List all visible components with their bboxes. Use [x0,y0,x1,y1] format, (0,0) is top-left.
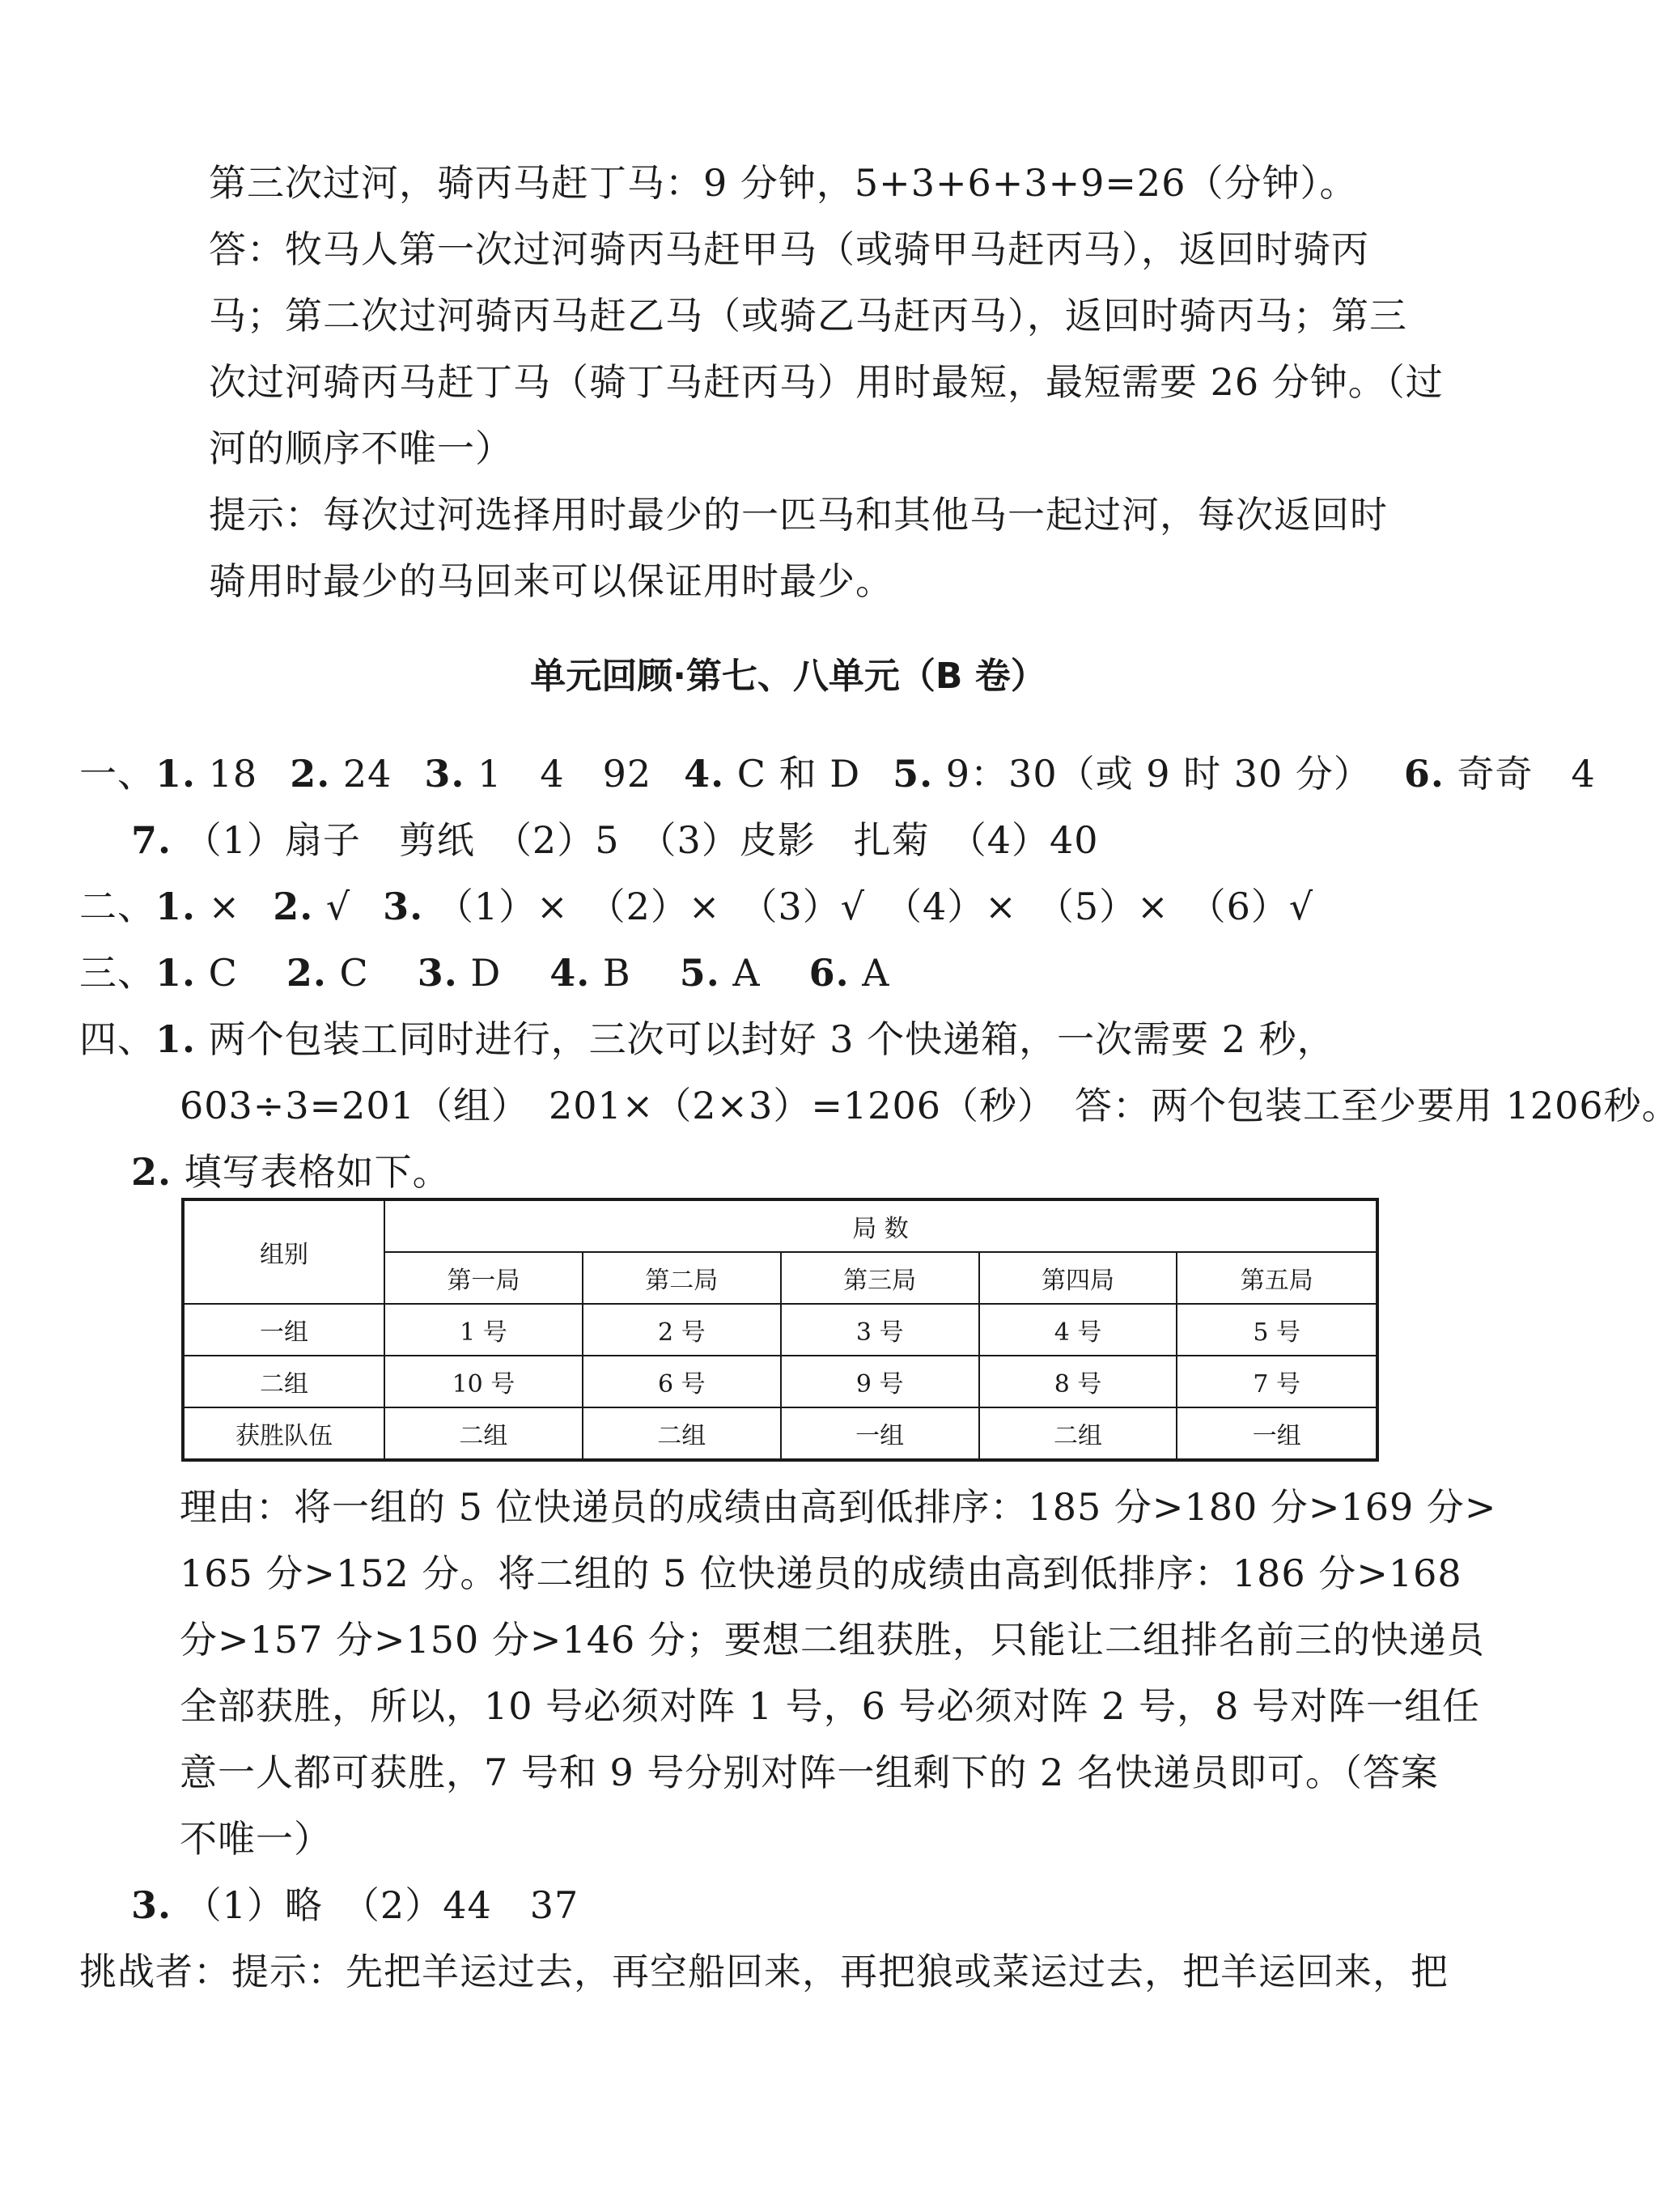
group-header: 组别 [183,1199,384,1304]
row-label: 获胜队伍 [183,1407,384,1460]
q-number: 6. [808,951,850,995]
table-row [183,1407,1377,1460]
answer: C [339,951,369,995]
part4-q2-intro [131,1148,451,1196]
part4-q1-line1 [79,1015,1335,1063]
answer: 两个包装工同时进行，三次可以封好 3 个快递箱，一次需要 2 秒， [208,1017,1335,1061]
answer: 24 [342,752,392,796]
q-number: 4. [549,951,591,995]
q-number: 1. [155,752,197,796]
answer: D [470,951,502,995]
challenge-line [79,1947,1449,1996]
intro-line: 次过河骑丙马赶丁马（骑丁马赶丙马）用时最短，最短需要 26 分钟。（过 [209,360,1444,404]
answer: （1）× （2）× （3）√ （4）× （5）× （6）√ [435,885,1314,928]
table-cell: 二组 [384,1407,583,1460]
q-number: 5. [893,752,934,796]
q-number: 3. [424,752,465,796]
reason-line: 全部获胜，所以，10 号必须对阵 1 号，6 号必须对阵 2 号，8 号对阵一组任 [180,1684,1480,1728]
reason-line: 理由：将一组的 5 位快递员的成绩由高到低排序：185 分>180 分>169 分> [180,1485,1497,1529]
table-cell: 5 号 [1177,1304,1377,1356]
intro-line: 提示：每次过河选择用时最少的一匹马和其他马一起过河，每次返回时 [209,493,1388,537]
part1-label: 一、 [79,752,155,796]
q-number: 5. [679,951,720,995]
challenge-text: 提示：先把羊运过去，再空船回来，再把狼或菜运过去，把羊运回来，把 [231,1950,1449,1993]
table-cell: 9 号 [781,1356,979,1407]
answer: 填写表格如下。 [184,1150,451,1194]
table-cell: 3 号 [781,1304,979,1356]
reason-line: 165 分>152 分。将二组的 5 位快递员的成绩由高到低排序：186 分>168 [180,1551,1462,1595]
table-cell: 8 号 [979,1356,1177,1407]
match-table [181,1198,1379,1462]
q-number: 1. [155,1017,197,1061]
table-cell: 二组 [979,1407,1177,1460]
table-cell: 一组 [781,1407,979,1460]
table-cell: 6 号 [583,1356,781,1407]
q-number: 2. [273,885,314,928]
table-row [183,1356,1377,1407]
part3-label: 三、 [79,951,155,995]
table-cell: 10 号 [384,1356,583,1407]
answer: √ [325,885,351,928]
answer: C [208,951,238,995]
intro-line: 河的顺序不唯一） [209,427,513,470]
answer: 奇奇 4 [1457,752,1596,796]
q-number: 2. [286,951,327,995]
row-label: 一组 [183,1304,384,1356]
part4-q1-line2: 603÷3=201（组） 201×（2×3）=1206（秒） 答：两个包装工至少要用 1206秒。 [180,1084,1680,1127]
answer: 1 4 92 [477,752,652,796]
intro-line: 答：牧马人第一次过河骑丙马赶甲马（或骑甲马赶丙马），返回时骑丙 [209,227,1369,271]
intro-line: 第三次过河，骑丙马赶丁马：9 分钟，5+3+6+3+9=26（分钟）。 [209,161,1358,205]
part4-label: 四、 [79,1017,155,1061]
part2-label: 二、 [79,885,155,928]
reason-line: 分>157 分>150 分>146 分；要想二组获胜，只能让二组排名前三的快递员 [180,1618,1485,1662]
table-cell: 2 号 [583,1304,781,1356]
part4-q3-line [131,1881,579,1929]
part2-line [79,882,1313,931]
answer: （1）略 （2）44 37 [184,1883,579,1927]
section-title: 单元回顾·第七、八单元（B 卷） [530,656,1046,697]
table-cell: 7 号 [1177,1356,1377,1407]
answer: 9：30（或 9 时 30 分） [945,752,1372,796]
rounds-header: 局 数 [384,1199,1377,1252]
reason-line: 不唯一） [180,1817,332,1861]
challenge-label: 挑战者： [79,1950,231,1993]
table-cell: 4 号 [979,1304,1177,1356]
answer: 18 [208,752,258,796]
intro-line: 马；第二次过河骑丙马赶乙马（或骑乙马赶丙马），返回时骑丙马；第三 [209,294,1407,337]
round-header: 第二局 [583,1252,781,1304]
part3-line [79,949,890,997]
intro-line: 骑用时最少的马回来可以保证用时最少。 [209,559,893,603]
table-cell: 1 号 [384,1304,583,1356]
part1-line2 [131,816,1099,864]
q-number: 4. [684,752,725,796]
q-number: 7. [131,818,172,862]
reason-line: 意一人都可获胜，7 号和 9 号分别对阵一组剩下的 2 名快递员即可。（答案 [180,1751,1439,1794]
round-header: 第五局 [1177,1252,1377,1304]
answer: A [732,951,761,995]
q-number: 3. [417,951,458,995]
answer: （1）扇子 剪纸 （2）5 （3）皮影 扎菊 （4）40 [184,818,1099,862]
round-header: 第三局 [781,1252,979,1304]
q-number: 2. [290,752,331,796]
answer: × [208,885,241,928]
q-number: 3. [131,1883,172,1927]
q-number: 1. [155,885,197,928]
table-cell: 一组 [1177,1407,1377,1460]
q-number: 2. [131,1150,172,1194]
round-header: 第一局 [384,1252,583,1304]
part1-line1 [79,749,1596,798]
q-number: 3. [383,885,424,928]
answer: B [602,951,631,995]
round-header: 第四局 [979,1252,1177,1304]
q-number: 6. [1403,752,1445,796]
answer: C 和 D [736,752,861,796]
table-cell: 二组 [583,1407,781,1460]
q-number: 1. [155,951,197,995]
table-row [183,1304,1377,1356]
row-label: 二组 [183,1356,384,1407]
answer: A [862,951,890,995]
